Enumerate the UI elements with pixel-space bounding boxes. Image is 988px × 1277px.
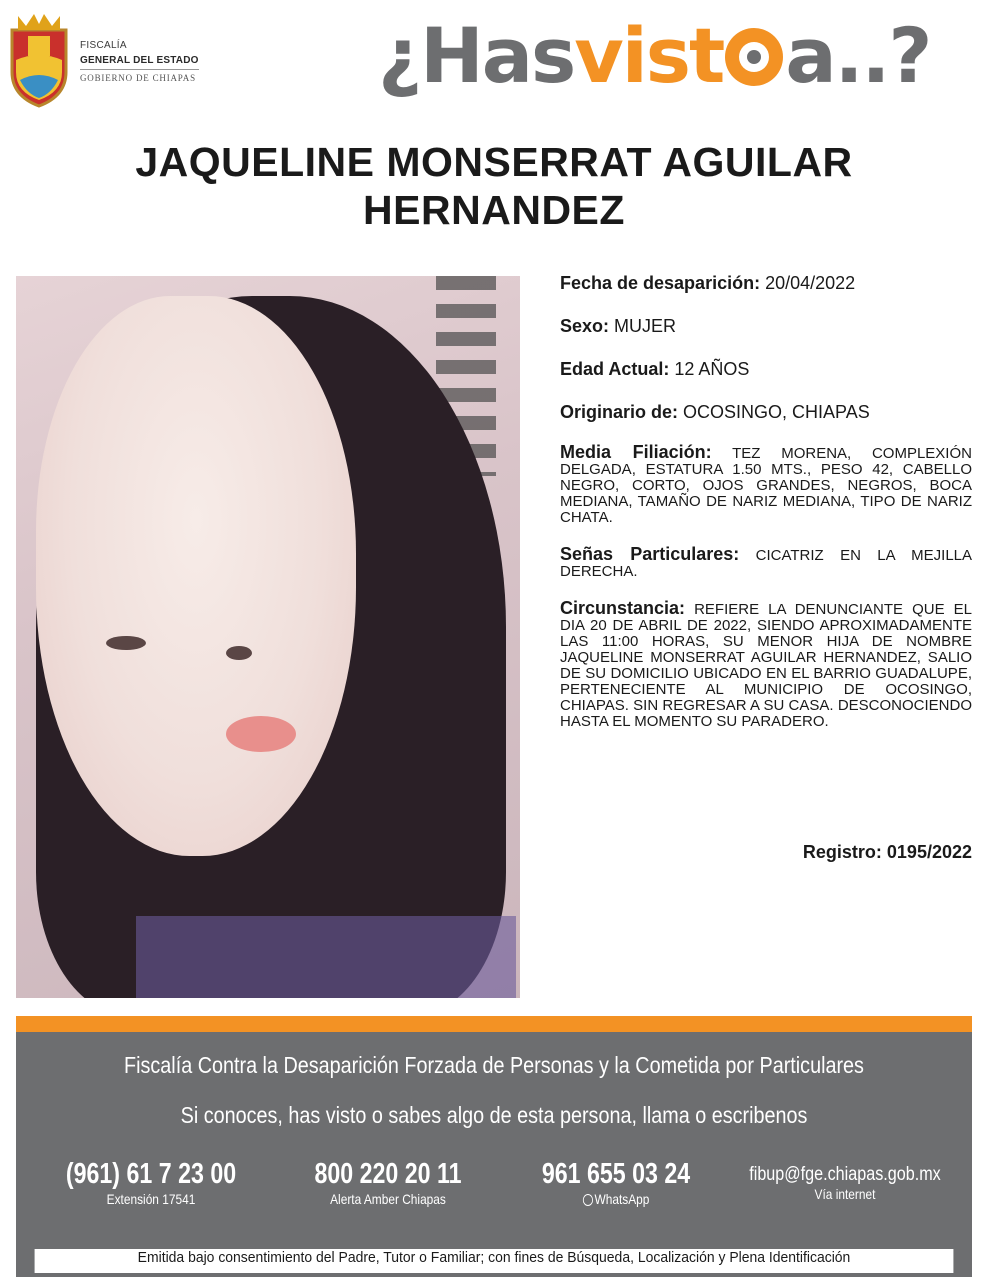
contact-phone-label: Extensión 17541 — [106, 1191, 196, 1207]
header — [0, 0, 988, 125]
filiacion-block — [560, 444, 972, 526]
eye-icon — [725, 28, 783, 86]
contact-email-label: Vía internet — [814, 1186, 876, 1202]
senas-block — [560, 546, 972, 580]
contact-amber — [278, 1158, 498, 1207]
person-name — [40, 138, 948, 234]
photo-shirt — [136, 916, 516, 998]
person-details — [560, 272, 972, 750]
photo-eye-right — [226, 646, 252, 660]
footer — [16, 1032, 972, 1277]
senas-label: Señas Particulares: — [560, 544, 740, 564]
origen-row — [560, 401, 972, 423]
agency-line1: FISCALÍA — [80, 40, 127, 51]
contact-whatsapp — [506, 1158, 726, 1207]
origen-label: Originario de: — [560, 402, 679, 422]
circunstancia-label: Circunstancia: — [560, 598, 686, 618]
orange-divider — [16, 1016, 972, 1032]
origen-value: OCOSINGO, CHIAPAS — [683, 402, 870, 422]
person-photo — [16, 276, 520, 998]
campaign-logo — [378, 6, 978, 106]
edad-label: Edad Actual: — [560, 359, 670, 379]
circunstancia-block — [560, 600, 972, 730]
photo-lips — [226, 716, 296, 752]
filiacion-value: TEZ MORENA, COMPLEXIÓN DELGADA, ESTATURA 1.50 MTS., PESO 42, CABELLO NEGRO, CORTO, OJOS GRANDES, NEGROS, BOCA MEDIANA, TAMAÑO DE NARIZ MEDIANA, TIPO DE NARIZ CHATA. — [560, 445, 972, 526]
agency-name — [80, 38, 199, 86]
contact-amber-label: Alerta Amber Chiapas — [330, 1191, 446, 1207]
name-line1: JAQUELINE MONSERRAT AGUILAR — [135, 139, 853, 185]
circunstancia-value: REFIERE LA DENUNCIANTE QUE EL DIA 20 DE ABRIL DE 2022, SIENDO APROXIMADAMENTE LAS 11:00 HORAS, SU MENOR HIJA DE NOMBRE JAQUELINE MONSERRAT AGUILAR HERNANDEZ, SALIO DE SU DOMICILIO UBICADO EN EL BARRIO GUADALUPE, PERTENECIENTE AL MUNICIPIO DE OCOSINGO, CHIAPAS. SIN REGRESAR A SU CASA. DESCONOCIENDO HASTA EL MOMENTO SU PARADERO. — [560, 601, 972, 730]
fecha-label: Fecha de desaparición: — [560, 273, 761, 293]
contact-whatsapp-label-wrap — [523, 1191, 710, 1207]
agency-line2: GENERAL DEL ESTADO — [80, 55, 199, 66]
brand-part3: a..? — [785, 11, 931, 100]
contact-email-address[interactable]: fibup@fge.chiapas.gob.mx — [749, 1164, 941, 1185]
sexo-label: Sexo: — [560, 316, 610, 336]
whatsapp-icon — [583, 1194, 593, 1206]
contact-amber-number[interactable]: 800 220 20 11 — [314, 1158, 462, 1190]
contact-whatsapp-label: WhatsApp — [594, 1191, 650, 1207]
brand-part1: ¿Has — [378, 11, 575, 100]
chiapas-seal-icon — [6, 10, 72, 110]
contact-whatsapp-number[interactable]: 961 655 03 24 — [541, 1158, 691, 1190]
photo-eye-left — [106, 636, 146, 650]
sexo-row — [560, 315, 972, 337]
edad-row — [560, 358, 972, 380]
fecha-value: 20/04/2022 — [765, 273, 856, 293]
contact-phone — [36, 1158, 266, 1207]
filiacion-label: Media Filiación: — [560, 442, 712, 462]
brand-part2: vist — [574, 11, 724, 100]
registro-number: Registro: 0195/2022 — [802, 842, 972, 862]
name-line2: HERNANDEZ — [363, 187, 625, 233]
contact-email — [732, 1158, 958, 1202]
fecha-row — [560, 272, 972, 294]
footer-title: Fiscalía Contra la Desaparición Forzada de Personas y la Cometida por Particulares — [124, 1052, 864, 1078]
disclaimer: Emitida bajo consentimiento del Padre, Tutor o Familiar; con fines de Búsqueda, Localización y Plena Identificación — [35, 1249, 954, 1273]
contact-phone-number[interactable]: (961) 61 7 23 00 — [65, 1158, 237, 1190]
senas-value: CICATRIZ EN LA MEJILLA DERECHA. — [560, 547, 973, 580]
footer-subtitle: Si conoces, has visto o sabes algo de esta persona, llama o escribenos — [180, 1102, 808, 1128]
agency-line3: GOBIERNO DE CHIAPAS — [80, 69, 199, 86]
edad-value: 12 AÑOS — [674, 359, 750, 379]
sexo-value: MUJER — [614, 316, 677, 336]
photo-face — [36, 296, 356, 856]
